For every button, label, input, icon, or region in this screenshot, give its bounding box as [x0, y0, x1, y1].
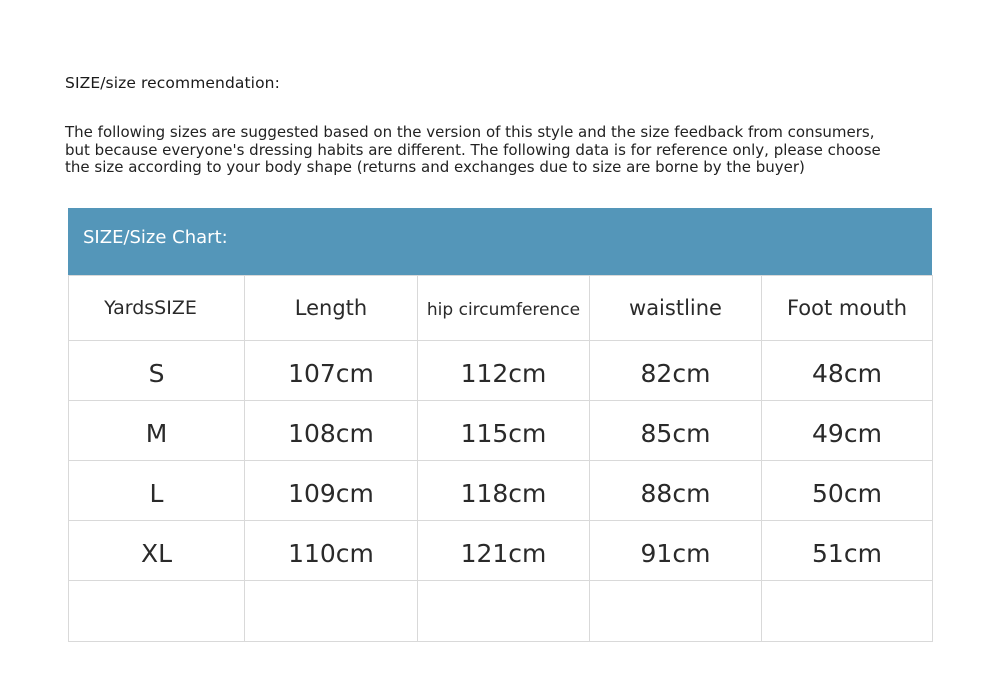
length-cell: 110cm — [245, 521, 418, 581]
hip-cell: 112cm — [418, 341, 590, 401]
size-recommendation-heading: SIZE/size recommendation: — [65, 74, 280, 92]
empty-cell — [762, 581, 933, 642]
table-row — [69, 401, 933, 461]
size-chart-title: SIZE/Size Chart: — [68, 208, 932, 275]
table-row — [69, 341, 933, 401]
foot-mouth-cell: 51cm — [762, 521, 933, 581]
column-header-size: YardsSIZE — [69, 276, 245, 341]
size-cell: M — [69, 401, 245, 461]
column-header-foot-mouth: Foot mouth — [762, 276, 933, 341]
table-header-row — [69, 276, 933, 341]
empty-cell — [245, 581, 418, 642]
column-header-hip: hip circumference — [418, 276, 590, 341]
waistline-cell: 91cm — [590, 521, 762, 581]
foot-mouth-cell: 50cm — [762, 461, 933, 521]
table-row — [69, 521, 933, 581]
empty-table-row — [69, 581, 933, 642]
size-cell: XL — [69, 521, 245, 581]
empty-cell — [418, 581, 590, 642]
disclaimer-line: The following sizes are suggested based on the version of this style and the size feedback from consumers, — [65, 123, 875, 141]
length-cell: 108cm — [245, 401, 418, 461]
length-cell: 107cm — [245, 341, 418, 401]
hip-cell: 115cm — [418, 401, 590, 461]
size-table — [68, 275, 933, 642]
disclaimer-line: but because everyone's dressing habits are different. The following data is for reference only, please choose — [65, 140, 881, 159]
hip-cell: 118cm — [418, 461, 590, 521]
size-cell: L — [69, 461, 245, 521]
column-header-length: Length — [245, 276, 418, 341]
waistline-cell: 82cm — [590, 341, 762, 401]
size-disclaimer — [65, 124, 945, 177]
length-cell: 109cm — [245, 461, 418, 521]
size-cell: S — [69, 341, 245, 401]
column-header-waistline: waistline — [590, 276, 762, 341]
disclaimer-line: the size according to your body shape (returns and exchanges due to size are borne by the buyer) — [65, 158, 805, 176]
empty-cell — [69, 581, 245, 642]
table-row — [69, 461, 933, 521]
size-chart — [68, 208, 932, 647]
foot-mouth-cell: 48cm — [762, 341, 933, 401]
foot-mouth-cell: 49cm — [762, 401, 933, 461]
hip-cell: 121cm — [418, 521, 590, 581]
waistline-cell: 85cm — [590, 401, 762, 461]
empty-cell — [590, 581, 762, 642]
waistline-cell: 88cm — [590, 461, 762, 521]
